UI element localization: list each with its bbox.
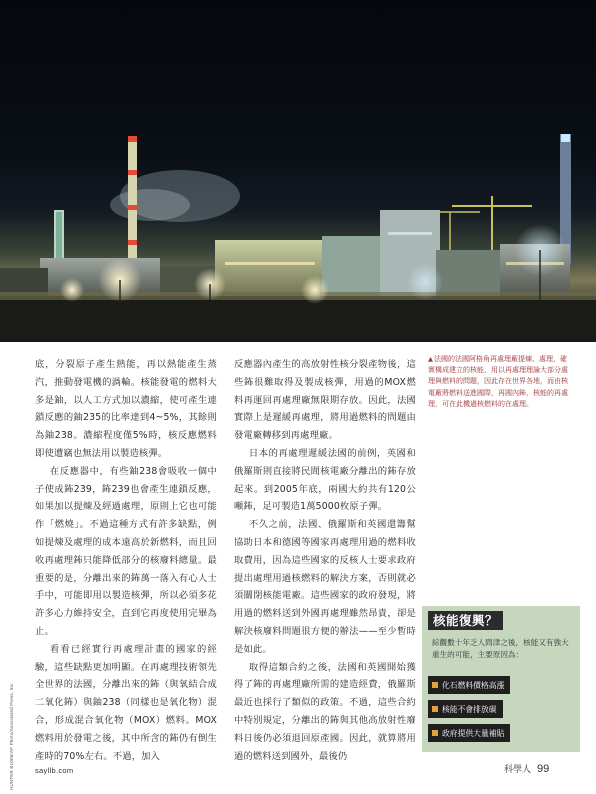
caption-marker-icon: ▲	[428, 355, 433, 363]
paragraph: 看看已經實行再處理計畫的國家的經驗，這些缺點更加明顯。在再處理技術領先全世界的法國，分離出來的鈽（與氧結合成二氧化鈽）與鈾238（同樣也是氧化物）混合，形成混合氧化物（MOX）燃料。MOX燃料用於發電之後，其中所含的鈽仍有倒生產時的70%左右。不過，加入	[35, 643, 217, 762]
square-bullet-icon	[432, 706, 438, 712]
page-number: 99	[537, 763, 550, 775]
square-bullet-icon	[432, 730, 438, 736]
caption-text: 法國的法國阿格角再處理廠提煉、處理，確實構成建立的核能，用以再處理理論大部分處理與燃料的問題，因此存在世界各地，而由核電廠將燃料送進國際，再國內鈽，核能的再處理，可在此機過核燃料的在處理。	[428, 355, 568, 408]
paragraph: 反應器內產生的高放射性核分裂產物後，這些鈽很難取得及製成核彈，用過的MOX燃料再運回再處理廠無限期存放。因此，法國實際上是遲緩再處理，將用過燃料的問題由發電廠轉移到再處理廠。	[234, 359, 416, 442]
nuclear-plant-night-photo	[0, 0, 596, 342]
footer-website-link[interactable]: sayllb.com	[35, 766, 74, 775]
sidebar-title-row	[428, 610, 503, 630]
photo-caption	[428, 354, 570, 410]
paragraph: 不久之前，法國、俄羅斯和英國還籌幫協助日本和德國等國家再處理用過的燃料收取費用，因為這些國家的反核人士要求政府提出處理用過核燃料的解決方案，否則就必須關閉核能電廠。這些國家的政府發現，將用過的燃料送到外國再處理雖然昂貴，卻是解決核廢料問題很方便的辦法——至少暫時是如此。	[234, 519, 416, 655]
square-bullet-icon	[432, 682, 438, 688]
reason-bar	[428, 724, 510, 742]
reason-bar	[428, 676, 510, 694]
paragraph: 取得這類合約之後，法國和英國開始獲得了鈽的再處理廠所需的建造經費，俄羅斯最近也採行了類似的政策。不過，這些合約中特別規定，分離出的鈽與其他高放射性廢料日後仍必須退回原產國。因此，就算將用過的燃料送到國外，最後仍	[234, 661, 416, 762]
footer-page-marker	[504, 762, 549, 775]
sidebar-title: 核能復興？	[428, 611, 503, 630]
sidebar-intro: 綜觀數十年乏人問津之後，核能又有強大重生的可能，主要原因為：	[432, 638, 569, 659]
reason-bar	[428, 700, 503, 718]
paragraph: 日本的再處理遲緩法國的前例，英國和俄羅斯則直接將民間核電廠分離出的鈽存放起來。到2005年底，兩國大約共有120公噸鈽，足可製造1萬5000枚原子彈。	[234, 447, 416, 513]
reason-label: 核能不會排放碳	[442, 704, 497, 714]
sidebar-box-nuclear-revival	[422, 606, 580, 752]
list-item	[428, 676, 574, 694]
reason-label: 政府提供大量補貼	[442, 728, 505, 738]
article-middle-column	[234, 356, 416, 765]
plant-illustration	[0, 0, 596, 342]
list-item	[428, 724, 574, 742]
paragraph: 在反應器中，有些鈾238會吸收一個中子使成鈽239，鈽239也會產生連鎖反應，如果加以提煉及經過處理，原則上它也可能作「燃燒」。不過這種方式有許多缺點，例如提煉及處理的成本遠高於新燃料，而且回收再處理鈽只能降低部分的核廢料總量。最重要的是，分離出來的鈽萬一落入有心人士手中，可能即用以製造核彈，所以必須多花許多心力維持安全，直到它再度使用完畢為止。	[35, 465, 217, 637]
photo-credit: HUNTER B1006/AP Photo/Associated Press, Inc.	[9, 682, 14, 790]
paragraph: 底，分裂原子產生熱能，再以熱能產生蒸汽，推動發電機的渦輪。核能發電的燃料大多是鈾，以人工方式加以濃縮，使可產生連鎖反應的鈾235的比率達到4~5%，其餘則為鈾238。濃縮程度僅5%時，核反應燃料即使遭竊也無法用以製造核彈。	[35, 359, 217, 459]
list-item	[428, 700, 574, 718]
article-left-column	[35, 356, 217, 765]
reason-label: 化石燃料價格高漲	[442, 680, 505, 690]
magazine-name: 科學人	[504, 765, 532, 775]
sidebar-reason-list	[428, 676, 574, 748]
